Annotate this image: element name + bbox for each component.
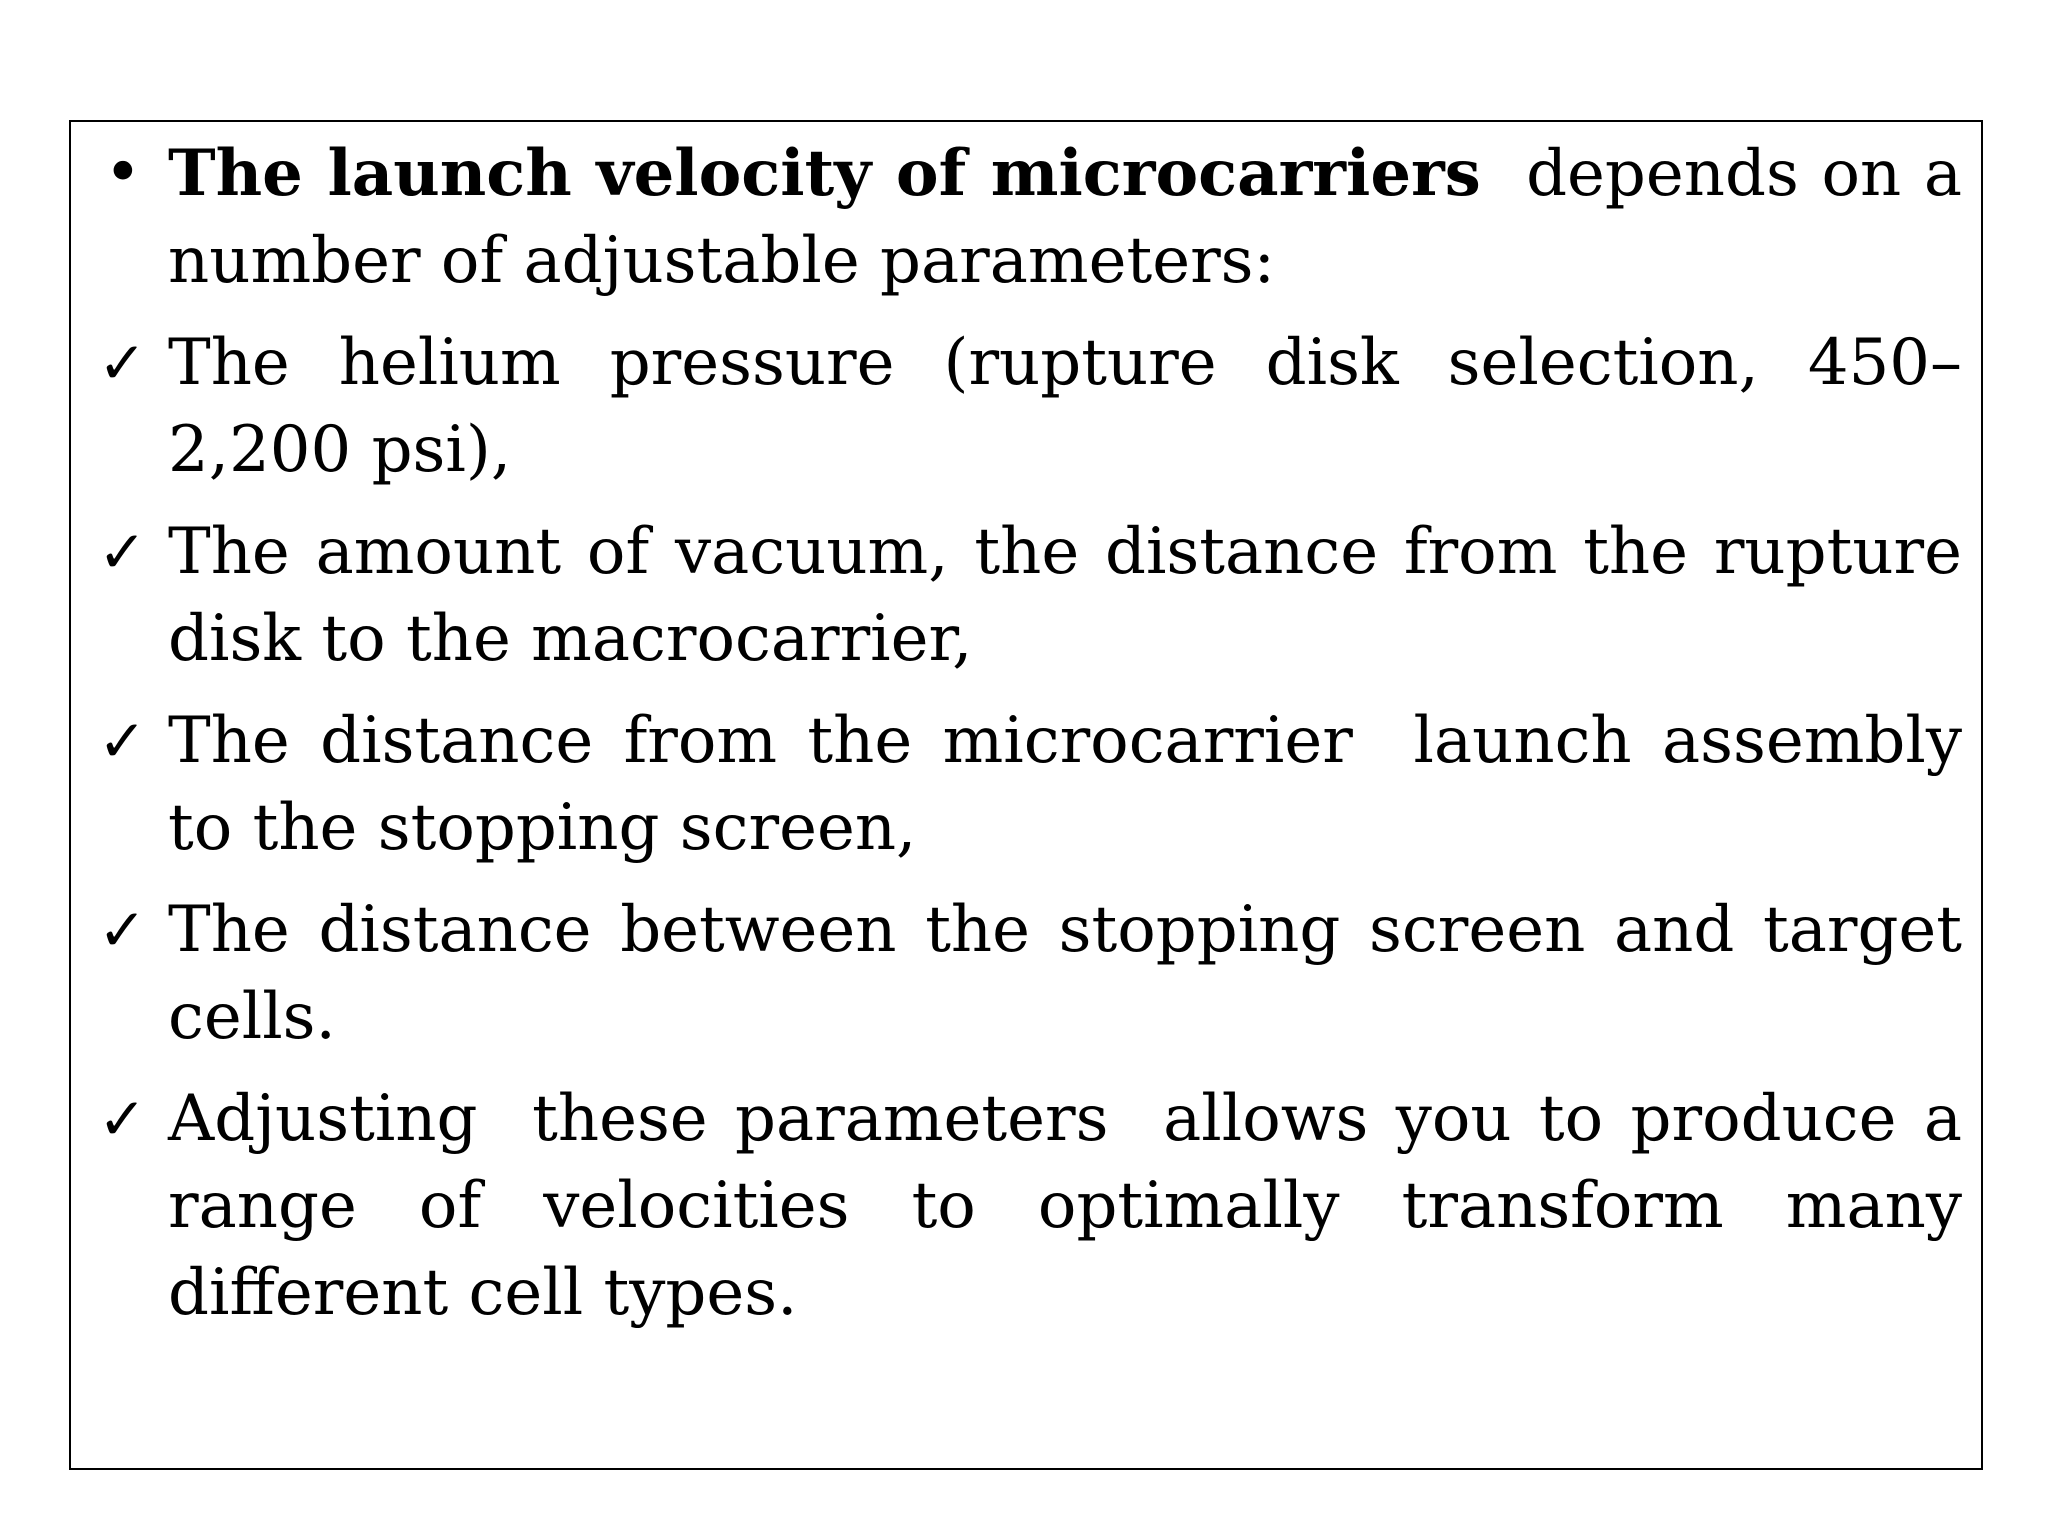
list-item-target-distance	[98, 887, 1962, 1061]
item-text: The distance from the microcarrier launch assembly to the stopping screen,	[168, 704, 1983, 865]
bullet-list	[98, 130, 1983, 1352]
checkmark-icon: ✓	[98, 1085, 147, 1153]
checkmark-icon: ✓	[98, 329, 147, 397]
item-bold-text: The launch velocity of microcarriers	[168, 136, 1481, 211]
item-text: The amount of vacuum, the distance from the rupture disk to the macrocarrier,	[168, 515, 1962, 676]
list-item-vacuum	[98, 509, 1962, 683]
checkmark-icon: ✓	[98, 896, 147, 964]
list-item-helium-pressure	[98, 320, 1962, 494]
list-item-adjusting-parameters	[98, 1076, 1983, 1337]
item-text: The helium pressure (rupture disk selection, 450–2,200 psi),	[168, 326, 1962, 487]
bullet-icon: •	[104, 136, 142, 210]
list-item-launch-velocity	[98, 130, 1983, 305]
item-text: The distance between the stopping screen and target cells.	[168, 893, 1962, 1054]
item-text: Adjusting these parameters allows you to produce a range of velocities to optimally transform many different cell types.	[168, 1082, 1983, 1330]
checkmark-icon: ✓	[98, 707, 147, 775]
list-item-launch-assembly-distance	[98, 698, 1983, 872]
checkmark-icon: ✓	[98, 518, 147, 586]
item-text: depends on a number of adjustable parameters:	[168, 137, 1983, 298]
